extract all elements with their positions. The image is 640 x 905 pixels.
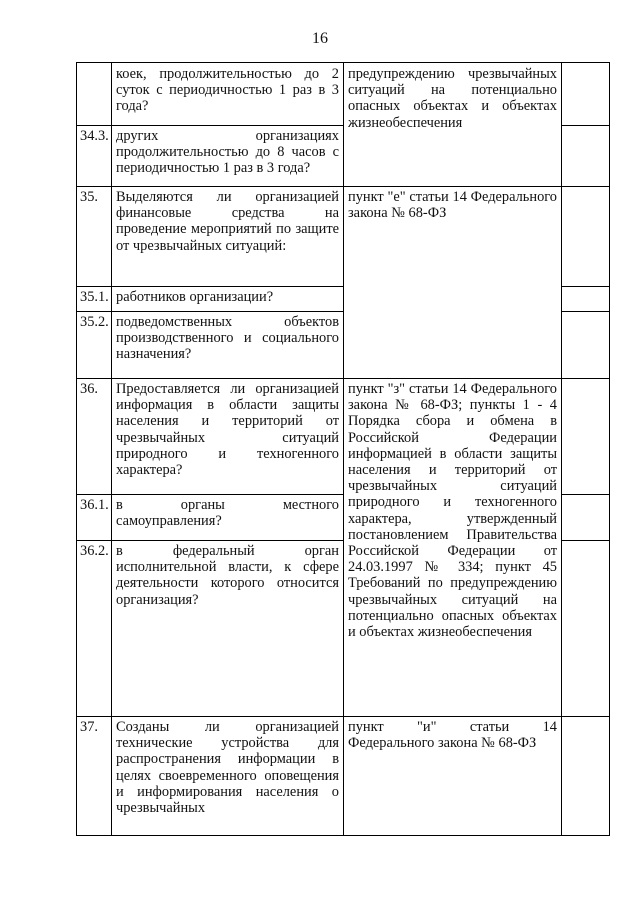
- row-number-cell: [76, 378, 111, 495]
- row-number-cell: [76, 716, 111, 836]
- legal-reference-cell: [343, 716, 561, 836]
- question-cell: [111, 125, 343, 187]
- answer-cell: [561, 494, 610, 541]
- question-cell: [111, 716, 343, 836]
- answer-cell: [561, 186, 610, 287]
- row-number-cell: [76, 125, 111, 187]
- row-number: 35.: [80, 189, 98, 205]
- row-number: 34.3.: [80, 128, 109, 144]
- legal-reference-text: пункт "е" статьи 14 Федерального закона № 68-ФЗ: [348, 189, 557, 222]
- question-cell: [111, 540, 343, 717]
- row-number-cell: [76, 62, 111, 126]
- question-text: коек, продолжительностью до 2 суток с периодичностью 1 раз в 3 года?: [116, 66, 339, 115]
- requirements-table: [76, 62, 610, 836]
- question-text: Выделяются ли организацией финансовые средства на проведение мероприятий по защите от чрезвычайных ситуаций:: [116, 189, 339, 254]
- answer-cell: [561, 125, 610, 187]
- row-number-cell: [76, 494, 111, 541]
- legal-reference-cell: [343, 62, 561, 187]
- answer-cell: [561, 286, 610, 312]
- row-number-cell: [76, 311, 111, 379]
- legal-reference-text: пункт "и" статьи 14 Федерального закона № 68-ФЗ: [348, 719, 557, 752]
- question-cell: [111, 286, 343, 312]
- row-number: 35.1.: [80, 289, 109, 305]
- question-text: в федеральный орган исполнительной власти, к сфере деятельности которого относится организация?: [116, 543, 339, 608]
- legal-reference-cell: [343, 378, 561, 717]
- question-cell: [111, 378, 343, 495]
- question-cell: [111, 311, 343, 379]
- question-text: других организациях продолжительностью до 8 часов с периодичностью 1 раз в 3 года?: [116, 128, 339, 177]
- row-number: 36.2.: [80, 543, 109, 559]
- answer-cell: [561, 378, 610, 495]
- question-cell: [111, 186, 343, 287]
- question-text: в органы местного самоуправления?: [116, 497, 339, 530]
- question-text: Предоставляется ли организацией информация в области защиты населения и территорий от чрезвычайных ситуаций природного и техногенного характера?: [116, 381, 339, 479]
- row-number: 37.: [80, 719, 98, 735]
- legal-reference-text: предупреждению чрезвычайных ситуаций на потенциально опасных объектах и объектах жизнеобеспечения: [348, 66, 557, 131]
- legal-reference-cell: [343, 186, 561, 379]
- row-number-cell: [76, 286, 111, 312]
- row-number-cell: [76, 540, 111, 717]
- row-number-cell: [76, 186, 111, 287]
- question-cell: [111, 62, 343, 126]
- question-text: Созданы ли организацией технические устройства для распространения информации в целях своевременного оповещения и информирования населения о чрезвычайных: [116, 719, 339, 817]
- answer-cell: [561, 311, 610, 379]
- question-cell: [111, 494, 343, 541]
- row-number: 36.1.: [80, 497, 109, 513]
- answer-cell: [561, 716, 610, 836]
- page-number: 16: [312, 30, 328, 47]
- legal-reference-text: пункт "з" статьи 14 Федерального закона № 68-ФЗ; пункты 1 - 4 Порядка сбора и обмена в Российской Федерации информацией в области защиты населения и территорий от чрезвычайных ситуаций природного и техногенного характера, утвержденный постановлением Правительства Российской Федерации от 24.03.1997 № 334; пункт 45 Требований по предупреждению чрезвычайных ситуаций на потенциально опасных объектах и объектах жизнеобеспечения: [348, 381, 557, 641]
- row-number: 35.2.: [80, 314, 109, 330]
- question-text: подведомственных объектов производственного и социального назначения?: [116, 314, 339, 363]
- row-number: 36.: [80, 381, 98, 397]
- answer-cell: [561, 62, 610, 126]
- answer-cell: [561, 540, 610, 717]
- question-text: работников организации?: [116, 289, 274, 305]
